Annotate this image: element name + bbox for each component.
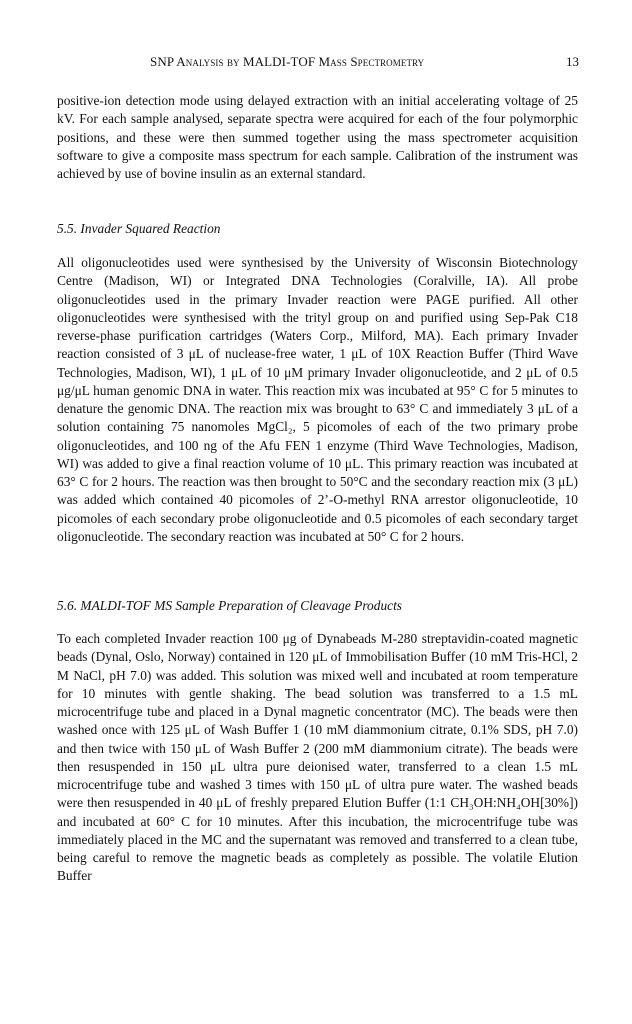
section-5-6-body: To each completed Invader reaction 100 μg of Dynabeads M-280 streptavidin-coated magnetic beads (Dynal, Oslo, Norway) contained in 120 μL of Immobilisation Buffer (10 mM Tris-HCl, 2 M NaCl, pH 7.0) was added. This solution was mixed well and incubated at room temperature for 10 minutes with gentle shaking. The bead solution was transferred to a 1.5 mL microcentrifuge tube and placed in a Dynal magnetic concentrator (MC). The beads were then washed once with 125 μL of Wash Buffer 1 (10 mM diammonium citrate, 0.1% SDS, pH 7.0) and then twice with 150 μL of Wash Buffer 2 (200 mM diammonium citrate). The beads were then resuspended in 150 μL ultra pure deionised water, transferred to a clean 1.5 mL microcentrifuge tube and washed 3 times with 150 μL of ultra pure water. The washed beads were then resuspended in 40 μL of freshly prepared Elution Buffer (1:1 CH₃OH:NH₄OH[30%]) and incubated at 60° C for 10 minutes. After this incubation, the microcentrifuge tube was immediately placed in the MC and the supernatant was removed and transferred to a clean tube, being careful to remove the magnetic beads as completely as possible. The volatile Elution Buffer [57, 631, 578, 884]
running-title: SNP Analysis by MALDI-TOF Mass Spectrometry [150, 54, 425, 69]
running-head [150, 54, 424, 70]
section-heading-5-5: 5.5. Invader Squared Reaction [57, 221, 221, 236]
paragraph-continuation: positive-ion detection mode using delayed extraction with an initial accelerating voltage of 25 kV. For each sample analysed, separate spectra were acquired for each of the four polymorphic positions, and these were then summed together using the mass spectrometer acquisition software to give a composite mass spectrum for each sample. Calibration of the instrument was achieved by use of bovine insulin as an external standard. [57, 93, 578, 181]
section-5-5-body: All oligonucleotides used were synthesised by the University of Wisconsin Biotechnology Centre (Madison, WI) or Integrated DNA Technologies (Coralville, IA). All probe oligonucleotides used in the primary Invader reaction were PAGE purified. All other oligonucleotides were synthesised with the trityl group on and purified using Sep-Pak C18 reverse-phase purification cartridges (Waters Corp., Milford, MA). Each primary Invader reaction consisted of 3 μL of nuclease-free water, 1 μL of 10X Reaction Buffer (Third Wave Technologies, Madison, WI), 1 μL of 10 μM primary Invader oligonucleotide, and 2 μL of 0.5 μg/μL human genomic DNA in water. This reaction mix was incubated at 95° C for 5 minutes to denature the genomic DNA. The reaction mix was brought to 63° C and immediately 3 μL of a solution containing 75 nanomoles MgCl₂, 5 picomoles of each of the two primary probe oligonucleotides, and 100 ng of the Afu FEN 1 enzyme (Third Wave Technologies, Madison, WI) was added to give a final reaction volume of 10 μL. This primary reaction was incubated at 63° C for 2 hours. The reaction was then brought to 50°C and the secondary reaction mix (3 μL) was added which contained 40 picomoles of 2’-O-methyl RNA arrestor oligonucleotide, 10 picomoles of each secondary probe oligonucleotide and 0.5 picomoles of each secondary target oligonucleotide. The secondary reaction was incubated at 50° C for 2 hours. [57, 255, 578, 544]
page-number: 13 [566, 54, 579, 69]
section-heading-5-6: 5.6. MALDI-TOF MS Sample Preparation of Cleavage Products [57, 598, 403, 613]
